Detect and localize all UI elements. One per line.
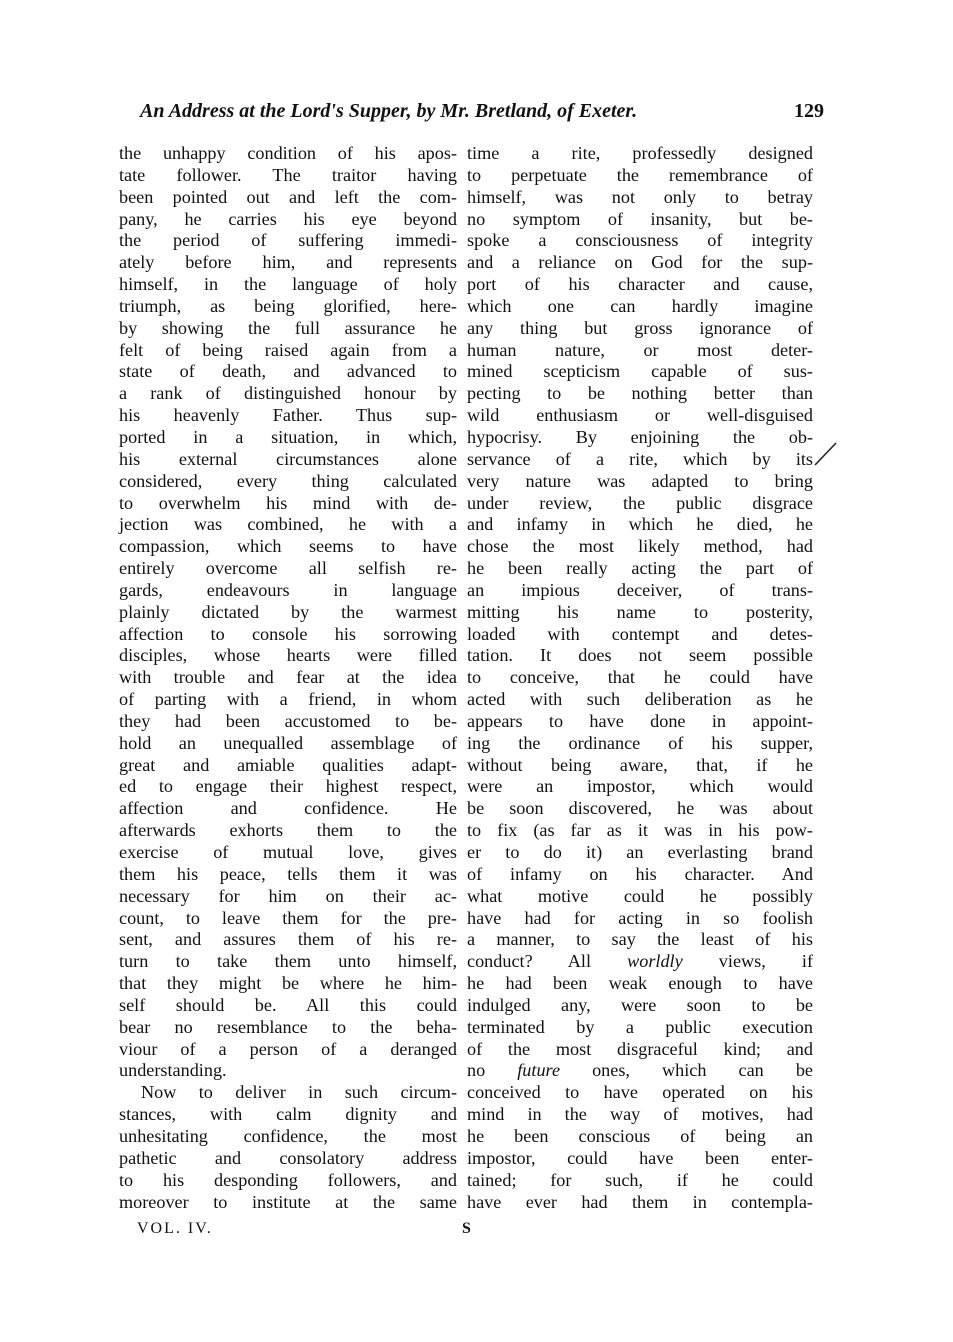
left-column-line: triumph, as being glorified, here- bbox=[119, 295, 457, 316]
right-column-line: which one can hardly imagine bbox=[467, 295, 813, 316]
left-column-line: ported in a situation, in which, bbox=[119, 426, 457, 447]
right-column-line: he had been weak enough to have bbox=[467, 973, 813, 994]
right-column-line: have had for acting in so foolish bbox=[467, 907, 813, 928]
right-column-line: no symptom of insanity, but be- bbox=[467, 208, 813, 229]
right-column-line: wild enthusiasm or well-disguised bbox=[467, 405, 813, 426]
left-column-line: gards, endeavours in language bbox=[119, 579, 457, 600]
right-column-line: terminated by a public execution bbox=[467, 1016, 813, 1037]
right-column-line: of infamy on his character. And bbox=[467, 863, 813, 884]
left-column-line: pathetic and consolatory address bbox=[119, 1147, 457, 1168]
left-column-line: hold an unequalled assemblage of bbox=[119, 732, 457, 753]
left-column-line: a rank of distinguished honour by bbox=[119, 383, 457, 404]
left-column-line: Now to deliver in such circum- bbox=[141, 1082, 457, 1103]
left-column-line: jection was combined, he with a bbox=[119, 514, 457, 535]
right-column-line: loaded with contempt and detes- bbox=[467, 623, 813, 644]
right-column-line: of the most disgraceful kind; and bbox=[467, 1038, 813, 1059]
running-head-title: An Address at the Lord's Supper, by Mr. Bretland, of Exeter. bbox=[140, 100, 638, 122]
left-column-line: sent, and assures them of his re- bbox=[119, 929, 457, 950]
left-column-line: viour of a person of a deranged bbox=[119, 1038, 457, 1059]
right-column-line: himself, was not only to betray bbox=[467, 186, 813, 207]
left-column-line: the unhappy condition of his apos- bbox=[119, 143, 457, 163]
left-column bbox=[119, 143, 457, 1213]
right-column-line: and a reliance on God for the sup- bbox=[467, 252, 813, 273]
right-column-line: servance of a rite, which by its bbox=[467, 448, 813, 469]
right-column-line: appears to have done in appoint- bbox=[467, 710, 813, 731]
right-column-line: mind in the way of motives, had bbox=[467, 1104, 813, 1125]
left-column-line: pany, he carries his eye beyond bbox=[119, 208, 457, 229]
left-column-line: stances, with calm dignity and bbox=[119, 1104, 457, 1125]
right-column-line: tation. It does not seem possible bbox=[467, 645, 813, 666]
right-column-line: spoke a consciousness of integrity bbox=[467, 230, 813, 251]
running-head bbox=[140, 100, 830, 123]
left-column-line: to his desponding followers, and bbox=[119, 1169, 457, 1190]
right-column-line: ing the ordinance of his supper, bbox=[467, 732, 813, 753]
right-column-line: hypocrisy. By enjoining the ob- bbox=[467, 426, 813, 447]
right-column-line: port of his character and cause, bbox=[467, 274, 813, 295]
right-column-line: be soon discovered, he was about bbox=[467, 798, 813, 819]
left-column-line: himself, in the language of holy bbox=[119, 274, 457, 295]
left-column-line: necessary for him on their ac- bbox=[119, 885, 457, 906]
left-column-line: of parting with a friend, in whom bbox=[119, 689, 457, 710]
right-column-line: impostor, could have been enter- bbox=[467, 1147, 813, 1168]
left-column-line: the period of suffering immedi- bbox=[119, 230, 457, 251]
right-column-line: acted with such deliberation as he bbox=[467, 689, 813, 710]
left-column-line: to overwhelm his mind with de- bbox=[119, 492, 457, 513]
right-column-line: to conceive, that he could have bbox=[467, 667, 813, 688]
right-column-line: to fix (as far as it was in his pow- bbox=[467, 820, 813, 841]
right-column-line: mitting his name to posterity, bbox=[467, 601, 813, 622]
volume-signature: VOL. IV. bbox=[137, 1220, 213, 1237]
left-column-line: ately before him, and represents bbox=[119, 252, 457, 273]
left-column-line: turn to take them unto himself, bbox=[119, 951, 457, 972]
left-column-line: exercise of mutual love, gives bbox=[119, 842, 457, 862]
right-column-line: pecting to be nothing better than bbox=[467, 383, 813, 404]
left-column-line: disciples, whose hearts were filled bbox=[119, 645, 457, 666]
left-column-line: bear no resemblance to the beha- bbox=[119, 1016, 457, 1037]
left-column-line: affection to console his sorrowing bbox=[119, 623, 457, 644]
left-column-line: ed to engage their highest respect, bbox=[119, 776, 457, 797]
left-column-line: felt of being raised again from a bbox=[119, 339, 457, 360]
right-column-line: he been really acting the part of bbox=[467, 558, 813, 579]
right-column-line: to perpetuate the remembrance of bbox=[467, 164, 813, 185]
left-column-line: by showing the full assurance he bbox=[119, 317, 457, 338]
right-column-line: and infamy in which he died, he bbox=[467, 514, 813, 535]
margin-mark-icon bbox=[812, 440, 840, 468]
right-column-line: human nature, or most deter- bbox=[467, 339, 813, 360]
right-column-line: a manner, to say the least of his bbox=[467, 929, 813, 950]
right-column-line: conduct? All worldly views, if bbox=[467, 951, 813, 972]
left-column-line: afterwards exhorts them to the bbox=[119, 820, 457, 841]
page-number: 129 bbox=[794, 100, 824, 122]
left-column-line: his external circumstances alone bbox=[119, 448, 457, 469]
left-column-line: unhesitating confidence, the most bbox=[119, 1125, 457, 1146]
right-column-line: any thing but gross ignorance of bbox=[467, 317, 813, 338]
left-column-line: them his peace, tells them it was bbox=[119, 863, 457, 884]
left-column-line: understanding. bbox=[119, 1060, 227, 1081]
left-column-line: considered, every thing calculated bbox=[119, 470, 457, 491]
right-column-line: indulged any, were soon to be bbox=[467, 994, 813, 1015]
left-column-line: his heavenly Father. Thus sup- bbox=[119, 405, 457, 426]
right-column-line: were an impostor, which would bbox=[467, 776, 813, 797]
left-column-line: tate follower. The traitor having bbox=[119, 164, 457, 185]
right-column bbox=[467, 143, 813, 1213]
right-column-line: very nature was adapted to bring bbox=[467, 470, 813, 491]
left-column-line: count, to leave them for the pre- bbox=[119, 907, 457, 928]
left-column-line: compassion, which seems to have bbox=[119, 536, 457, 557]
right-column-line: no future ones, which can be bbox=[467, 1060, 813, 1081]
left-column-line: with trouble and fear at the idea bbox=[119, 667, 457, 688]
left-column-line: plainly dictated by the warmest bbox=[119, 601, 457, 622]
left-column-line: entirely overcome all selfish re- bbox=[119, 558, 457, 579]
right-column-line: an impious deceiver, of trans- bbox=[467, 579, 813, 600]
right-column-line: without being aware, that, if he bbox=[467, 754, 813, 775]
right-column-line: chose the most likely method, had bbox=[467, 536, 813, 557]
right-column-line: mined scepticism capable of sus- bbox=[467, 361, 813, 382]
right-column-line: time a rite, professedly designed bbox=[467, 143, 813, 163]
signature-mark: S bbox=[462, 1220, 471, 1237]
left-column-line: great and amiable qualities adapt- bbox=[119, 754, 457, 775]
right-column-line: er to do it) an everlasting brand bbox=[467, 842, 813, 862]
right-column-line: conceived to have operated on his bbox=[467, 1082, 813, 1103]
left-column-line: that they might be where he him- bbox=[119, 973, 457, 994]
left-column-line: moreover to institute at the same bbox=[119, 1191, 457, 1212]
right-column-line: tained; for such, if he could bbox=[467, 1169, 813, 1190]
left-column-line: been pointed out and left the com- bbox=[119, 186, 457, 207]
right-column-line: have ever had them in contempla- bbox=[467, 1191, 813, 1212]
left-column-line: self should be. All this could bbox=[119, 994, 457, 1015]
right-column-line: under review, the public disgrace bbox=[467, 492, 813, 513]
right-column-line: he been conscious of being an bbox=[467, 1125, 813, 1146]
left-column-line: they had been accustomed to be- bbox=[119, 710, 457, 731]
left-column-line: state of death, and advanced to bbox=[119, 361, 457, 382]
left-column-line: affection and confidence. He bbox=[119, 798, 457, 819]
right-column-line: what motive could he possibly bbox=[467, 885, 813, 906]
